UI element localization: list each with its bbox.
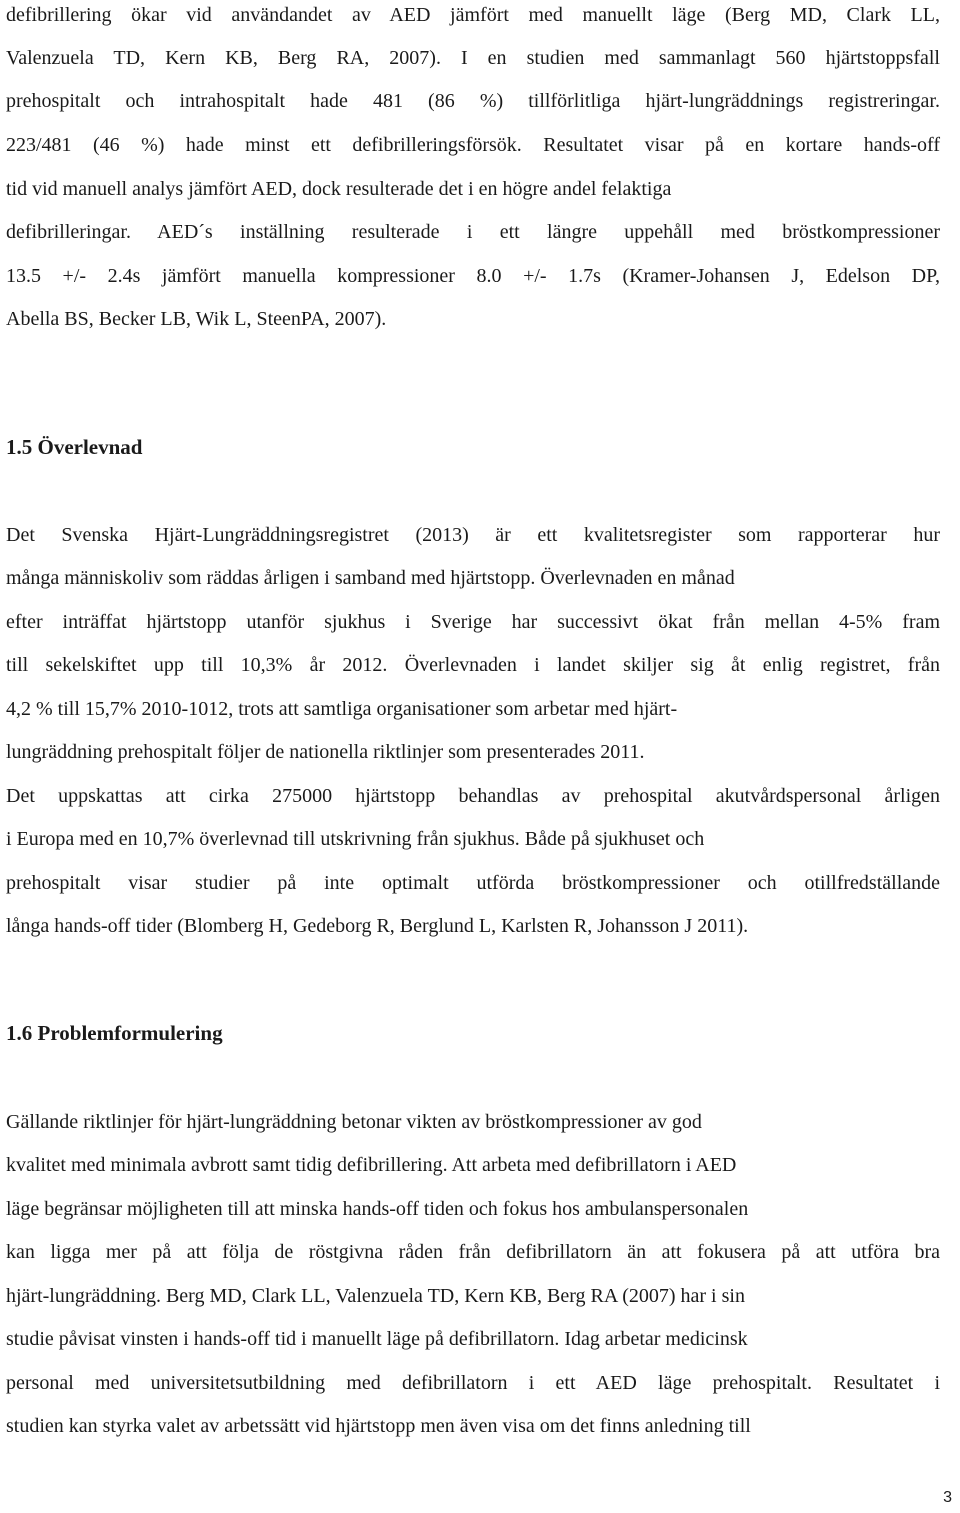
paragraph-line: defibrilleringar. AED´s inställning resulterade i ett längre uppehåll med bröstkompressioner xyxy=(6,221,940,243)
paragraph-line: lungräddning prehospitalt följer de nationella riktlinjer som presenterades 2011. xyxy=(6,741,645,763)
paragraph-line: tid vid manuell analys jämfört AED, dock resulterade det i en högre andel felaktiga xyxy=(6,178,672,200)
section-heading: 1.5 Överlevnad xyxy=(6,435,143,459)
paragraph-line: hjärt-lungräddning. Berg MD, Clark LL, Valenzuela TD, Kern KB, Berg RA (2007) har i sin xyxy=(6,1285,745,1307)
paragraph-line: Gällande riktlinjer för hjärt-lungräddning betonar vikten av bröstkompressioner av god xyxy=(6,1111,702,1133)
paragraph-line: Det Svenska Hjärt-Lungräddningsregistret (2013) är ett kvalitetsregister som rapporterar hur xyxy=(6,524,940,546)
paragraph-line: Valenzuela TD, Kern KB, Berg RA, 2007). I en studien med sammanlagt 560 hjärtstoppsfall xyxy=(6,47,940,69)
paragraph-line: personal med universitetsutbildning med defibrillatorn i ett AED läge prehospitalt. Resultatet i xyxy=(6,1372,940,1394)
paragraph-line: 223/481 (46 %) hade minst ett defibrilleringsförsök. Resultatet visar på en kortare hands-off xyxy=(6,134,940,156)
paragraph-line: Det uppskattas att cirka 275000 hjärtstopp behandlas av prehospital akutvårdspersonal årligen xyxy=(6,785,940,807)
paragraph-line: studie påvisat vinsten i hands-off tid i manuellt läge på defibrillatorn. Idag arbetar medicinsk xyxy=(6,1328,748,1350)
paragraph-line: prehospitalt och intrahospitalt hade 481 (86 %) tillförlitliga hjärt-lungräddnings registreringar. xyxy=(6,90,940,112)
paragraph-line: 4,2 % till 15,7% 2010-1012, trots att samtliga organisationer som arbetar med hjärt- xyxy=(6,698,678,720)
paragraph-line: långa hands-off tider (Blomberg H, Gedeborg R, Berglund L, Karlsten R, Johansson J 2011). xyxy=(6,915,749,937)
paragraph-line: 13.5 +/- 2.4s jämfört manuella kompressioner 8.0 +/- 1.7s (Kramer-Johansen J, Edelson DP, xyxy=(6,265,940,287)
section-heading: 1.6 Problemformulering xyxy=(6,1021,223,1045)
paragraph-line: studien kan styrka valet av arbetssätt vid hjärtstopp men även visa om det finns anledning till xyxy=(6,1415,751,1437)
page-number: 3 xyxy=(943,1489,952,1506)
paragraph-line: många människoliv som räddas årligen i samband med hjärtstopp. Överlevnaden en månad xyxy=(6,567,735,589)
paragraph-line: till sekelskiftet upp till 10,3% år 2012. Överlevnaden i landet skiljer sig åt enlig registret, från xyxy=(6,654,940,676)
paragraph-line: läge begränsar möjligheten till att minska hands-off tiden och fokus hos ambulanspersonalen xyxy=(6,1198,749,1220)
paragraph-line: prehospitalt visar studier på inte optimalt utförda bröstkompressioner och otillfredställande xyxy=(6,872,940,894)
paragraph-line: defibrillering ökar vid användandet av AED jämfört med manuellt läge (Berg MD, Clark LL, xyxy=(6,4,940,26)
paragraph-line: kan ligga mer på att följa de röstgivna råden från defibrillatorn än att fokusera på att utföra bra xyxy=(6,1241,940,1263)
paragraph-line: Abella BS, Becker LB, Wik L, SteenPA, 2007). xyxy=(6,308,387,330)
paragraph-line: kvalitet med minimala avbrott samt tidig defibrillering. Att arbeta med defibrillatorn i AED xyxy=(6,1154,737,1176)
paragraph-line: efter inträffat hjärtstopp utanför sjukhus i Sverige har successivt ökat från mellan 4-5% fram xyxy=(6,611,940,633)
paragraph-line: i Europa med en 10,7% överlevnad till utskrivning från sjukhus. Både på sjukhuset och xyxy=(6,828,705,850)
